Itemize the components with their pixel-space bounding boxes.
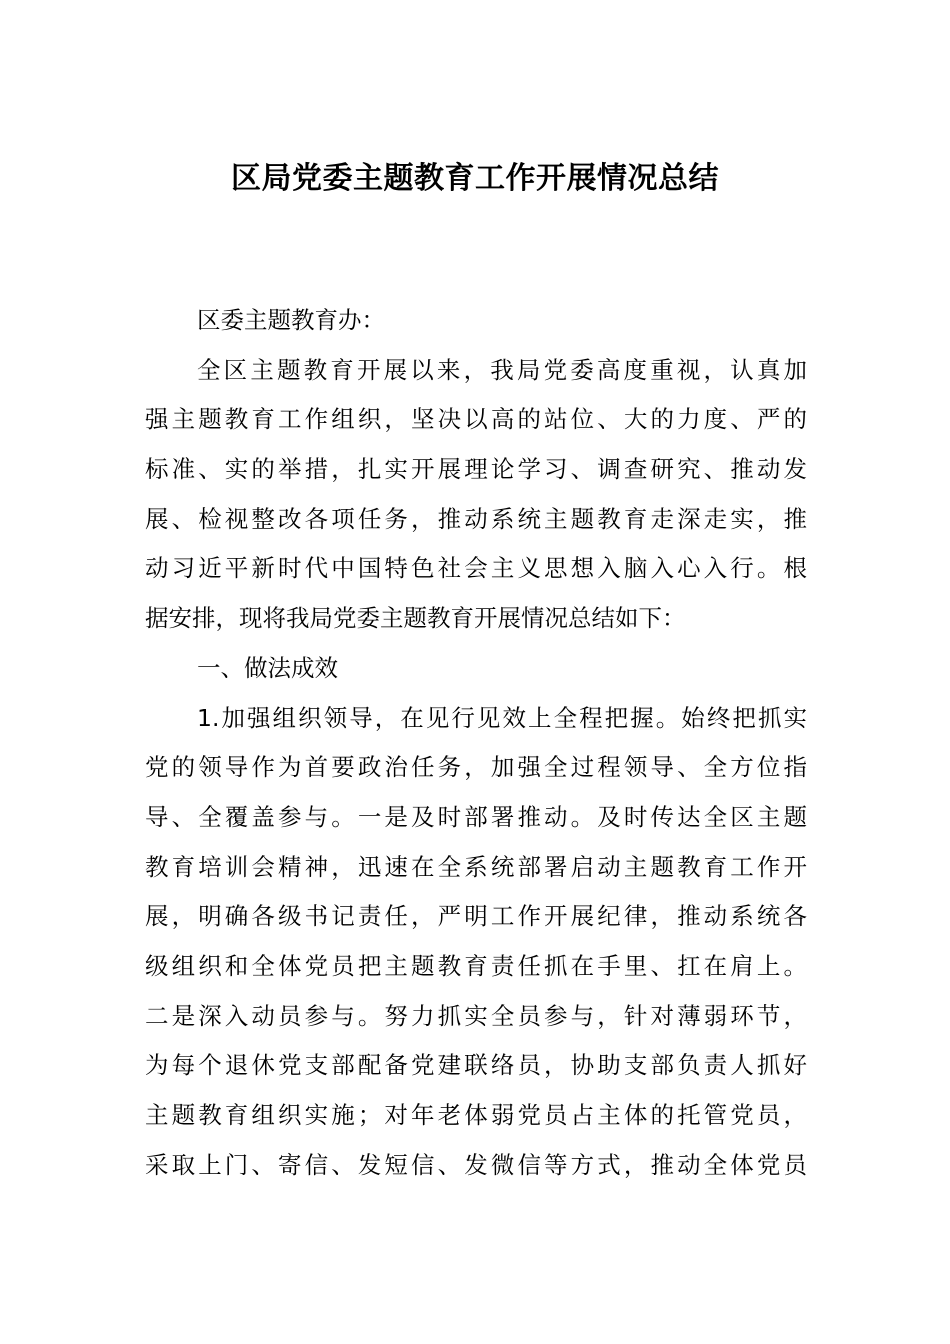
salutation: 区委主题教育办： — [197, 306, 385, 334]
paragraph-line: 标准、实的举措，扎实开展理论学习、调查研究、推动发 — [145, 455, 807, 484]
paragraph-line: 全区主题教育开展以来，我局党委高度重视，认真加 — [197, 355, 807, 384]
paragraph-line: 级组织和全体党员把主题教育责任抓在手里、扛在肩上。 — [145, 951, 807, 980]
paragraph-line: 动习近平新时代中国特色社会主义思想入脑入心入行。根 — [145, 554, 807, 583]
paragraph-line: 采取上门、寄信、发短信、发微信等方式，推动全体党员 — [145, 1150, 807, 1179]
paragraph-line: 导、全覆盖参与。一是及时部署推动。及时传达全区主题 — [145, 802, 807, 831]
section-heading: 一、做法成效 — [197, 653, 338, 682]
document-body — [145, 296, 807, 1190]
paragraph-line: 教育培训会精神，迅速在全系统部署启动主题教育工作开 — [145, 852, 807, 881]
paragraph-line: 为每个退休党支部配备党建联络员，协助支部负责人抓好 — [145, 1051, 807, 1080]
document-title: 区局党委主题教育工作开展情况总结 — [231, 161, 719, 196]
paragraph-line: 党的领导作为首要政治任务，加强全过程领导、全方位指 — [145, 753, 807, 782]
paragraph-line: 1.加强组织领导，在见行见效上全程把握。始终把抓实 — [197, 703, 807, 732]
paragraph-line: 二是深入动员参与。努力抓实全员参与，针对薄弱环节， — [145, 1001, 807, 1030]
paragraph-line: 强主题教育工作组织，坚决以高的站位、大的力度、严的 — [145, 405, 807, 434]
paragraph-line: 展、检视整改各项任务，推动系统主题教育走深走实，推 — [145, 504, 807, 533]
paragraph-line: 展，明确各级书记责任，严明工作开展纪律，推动系统各 — [145, 902, 807, 931]
paragraph-line: 据安排，现将我局党委主题教育开展情况总结如下： — [145, 604, 686, 633]
paragraph-line: 主题教育组织实施；对年老体弱党员占主体的托管党员， — [145, 1101, 807, 1129]
